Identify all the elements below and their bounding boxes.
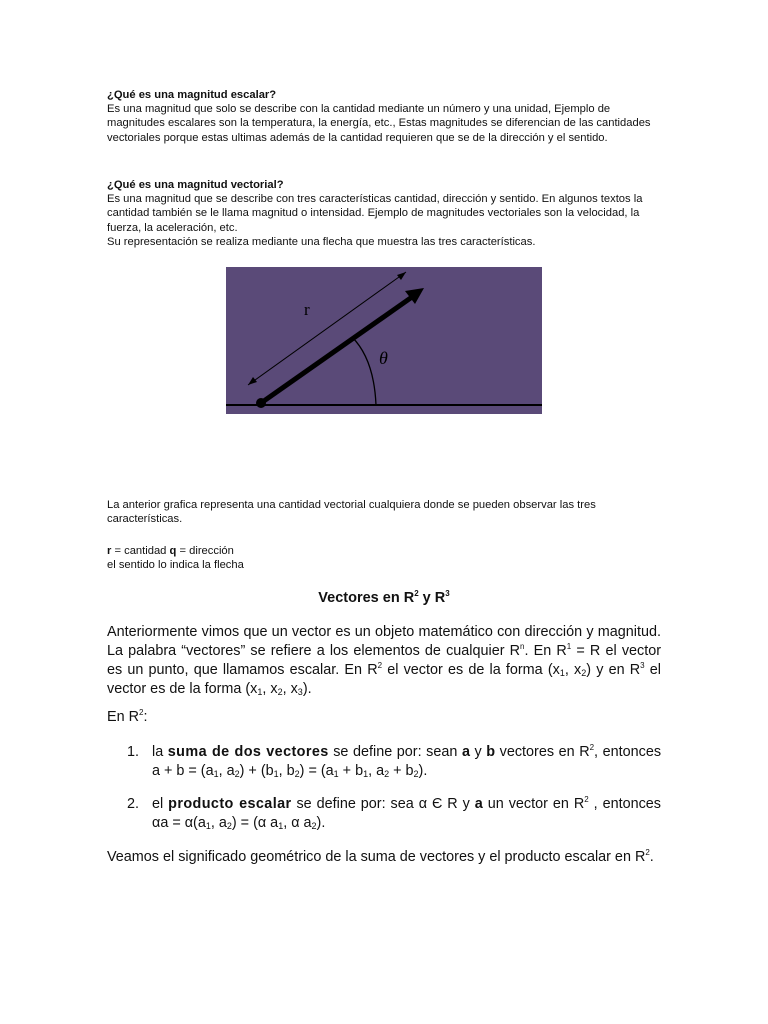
intro-sub: 2 — [581, 668, 587, 678]
item-text: el — [152, 796, 169, 812]
vector-origin-point — [256, 398, 266, 408]
en-r2-text: En R — [107, 709, 139, 725]
item-text: , b — [278, 763, 295, 779]
title-sup-3: 3 — [445, 589, 450, 598]
title-text: Vectores en R — [318, 590, 415, 606]
vector-representation: Su representación se realiza mediante una flecha que muestra las tres características. — [107, 235, 536, 248]
intro-text: ) y en R — [586, 662, 641, 678]
closing-paragraph — [107, 848, 661, 867]
angle-label: θ — [379, 348, 388, 368]
intro-sup: 1 — [566, 642, 572, 651]
item-text: , entonces αa = α(a — [152, 796, 661, 831]
intro-text: , x — [564, 662, 582, 678]
legend-q-symbol: q — [169, 545, 177, 557]
item-text: + b — [338, 763, 364, 779]
closing-period: . — [649, 849, 654, 865]
intro-text: el vector es de la forma (x — [382, 662, 560, 678]
item-sup: 2 — [584, 795, 589, 804]
intro-sub: 1 — [257, 687, 263, 697]
item-text: , entonces a + b = (a — [152, 744, 662, 779]
vector-definition: Es una magnitud que se describe con tres características cantidad, dirección y sentido. En algunos textos la cantidad también se le llama magnitud o intensidad. Ejemplo de magnitudes vectoriales son la velocidad, la fuerza, la aceleración, etc. — [107, 193, 643, 234]
item-text: , a — [218, 763, 235, 779]
item-text: vectores en R — [495, 744, 590, 760]
item-sub: 2 — [294, 769, 300, 779]
item-text: un vector en R — [482, 796, 585, 812]
figure-legend — [107, 544, 667, 572]
title-sup-2: 2 — [414, 589, 419, 598]
vector-question: ¿Qué es una magnitud vectorial? — [107, 179, 284, 191]
vector-section — [107, 178, 667, 249]
legend-r-symbol: r — [107, 545, 112, 557]
scalar-definition: Es una magnitud que solo se describe con la cantidad mediante un número y una unidad, Ejemplo de magnitudes escalares son la temperatura, la energía, etc., Estas magnitudes se diferencian de las cantidades vectoriales porque estas ultimas además de la cantidad requieren que se de la dirección y el sentido. — [107, 103, 651, 144]
scalar-section — [107, 88, 667, 145]
intro-text: Anteriormente vimos que un vector es un objeto matemático con dirección y magnitud. La palabra “vectores” se refiere a los elementos de cualquier R — [107, 624, 661, 659]
item-sub: 2 — [311, 821, 317, 831]
section-title — [0, 590, 768, 606]
scalar-question: ¿Qué es una magnitud escalar? — [107, 89, 277, 101]
intro-sub: 3 — [297, 687, 303, 697]
definitions-list — [107, 743, 661, 847]
item-sub: 1 — [213, 769, 219, 779]
list-item-vector-sum — [107, 743, 661, 781]
list-number: 2. — [127, 796, 140, 812]
item-sub: 1 — [205, 821, 211, 831]
vector-b: b — [486, 744, 496, 760]
title-text-middle: y R — [418, 590, 446, 606]
magnitude-label: r — [304, 300, 310, 319]
en-r2-colon: : — [143, 709, 148, 725]
vector-a: a — [461, 744, 470, 760]
item-text: + b — [389, 763, 414, 779]
item-text: , α a — [283, 815, 312, 831]
intro-sup: n — [520, 642, 525, 651]
intro-sup: 2 — [377, 661, 383, 670]
intro-text: . En R — [524, 643, 567, 659]
item-sup: 2 — [589, 743, 595, 752]
item-text: se define por: sea α Є R y — [291, 796, 475, 812]
list-item-scalar-product — [107, 795, 661, 833]
en-r2-heading — [107, 708, 661, 727]
item-text: la — [152, 744, 168, 760]
intro-text: el vector es de la forma (x — [107, 662, 661, 697]
item-text: ) = (α a — [231, 815, 279, 831]
intro-text: = R el vector es un punto, que llamamos escalar. En R — [107, 643, 662, 678]
item-text: ) = (a — [299, 763, 334, 779]
en-r2-sup: 2 — [139, 708, 144, 717]
caption-text: La anterior grafica representa una cantidad vectorial cualquiera donde se pueden observar las tres características. — [107, 499, 596, 526]
intro-text: ). — [302, 681, 312, 697]
item-text: y — [469, 744, 487, 760]
legend-r-text: = cantidad — [111, 545, 170, 557]
item-text: se define por: sean — [328, 744, 462, 760]
intro-sub: 2 — [277, 687, 283, 697]
term-scalar-product: producto escalar — [168, 796, 292, 812]
item-sub: 2 — [234, 769, 240, 779]
item-text: ) + (b — [239, 763, 274, 779]
vector-a: a — [474, 796, 483, 812]
item-sub: 1 — [278, 821, 284, 831]
closing-text: Veamos el significado geométrico de la suma de vectores y el producto escalar en R — [107, 849, 646, 865]
intro-paragraph — [107, 623, 661, 699]
intro-sub: 1 — [559, 668, 565, 678]
item-sub: 2 — [384, 769, 390, 779]
intro-sup: 3 — [640, 661, 645, 670]
intro-text: , x — [282, 681, 298, 697]
term-vector-sum: suma de dos vectores — [167, 744, 329, 760]
legend-q-text: = dirección — [176, 545, 234, 557]
list-number: 1. — [127, 744, 140, 760]
legend-direction-note: el sentido lo indica la flecha — [107, 559, 244, 572]
figure-caption — [107, 498, 667, 526]
item-sub: 2 — [226, 821, 232, 831]
closing-sup: 2 — [645, 848, 650, 857]
item-text: ). — [316, 815, 326, 831]
item-text: , a — [210, 815, 227, 831]
intro-text: , x — [262, 681, 278, 697]
item-sub: 1 — [363, 769, 369, 779]
item-sub: 2 — [413, 769, 419, 779]
item-text: , a — [368, 763, 385, 779]
vector-diagram — [226, 267, 542, 414]
item-sub: 1 — [273, 769, 279, 779]
item-sub: 1 — [333, 769, 339, 779]
item-text: ). — [418, 763, 428, 779]
